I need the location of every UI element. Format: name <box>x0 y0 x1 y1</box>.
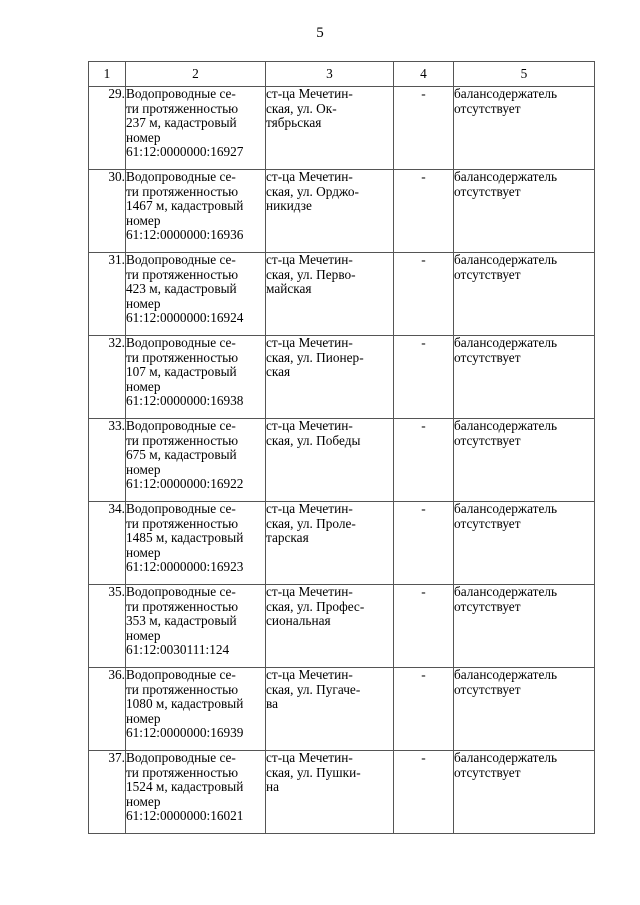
cell-text-line: ская, ул. Пионер- <box>266 349 364 365</box>
location-cell <box>266 170 394 253</box>
cell-text-line: Водопроводные се- <box>126 418 236 433</box>
object-name-cell <box>126 253 266 336</box>
column-4-cell: - <box>394 87 454 170</box>
cell-text-line: номер <box>126 129 161 145</box>
cell-text-line: ская, ул. Орджо- <box>266 183 359 199</box>
cell-text-line: 61:12:0000000:16936 <box>126 227 244 243</box>
column-4-cell: - <box>394 336 454 419</box>
cell-text-line: отсутствует <box>454 183 521 199</box>
object-name-cell <box>126 502 266 585</box>
cell-text-line: ст-ца Мечетин- <box>266 86 353 101</box>
cell-text-line: ст-ца Мечетин- <box>266 335 353 350</box>
balance-holder-cell <box>454 253 595 336</box>
cell-text-line: Водопроводные се- <box>126 667 236 682</box>
cell-text-line: 61:12:0000000:16021 <box>126 808 244 824</box>
balance-holder-cell <box>454 668 595 751</box>
column-header: 3 <box>266 62 394 87</box>
cell-text-line: ст-ца Мечетин- <box>266 750 353 765</box>
cell-text-line: 1080 м, кадастровый <box>126 696 244 712</box>
cell-text-line: Водопроводные се- <box>126 86 236 101</box>
cell-text-line: балансодержатель <box>454 501 558 516</box>
cell-text-line: ст-ца Мечетин- <box>266 584 353 599</box>
object-name-cell <box>126 87 266 170</box>
cell-text-line: отсутствует <box>454 266 521 282</box>
cell-text-line: номер <box>126 295 161 311</box>
balance-holder-cell <box>454 751 595 834</box>
cell-text-line: номер <box>126 793 161 809</box>
cell-text-line: ст-ца Мечетин- <box>266 169 353 184</box>
cell-text-line: номер <box>126 627 161 643</box>
cell-text-line: 61:12:0000000:16922 <box>126 476 244 492</box>
cell-text-line: 1467 м, кадастровый <box>126 198 244 214</box>
cell-text-line: 1524 м, кадастровый <box>126 779 244 795</box>
cell-text-line: ская, ул. Проле- <box>266 515 356 531</box>
cell-text-line: 353 м, кадастровый <box>126 613 237 629</box>
cell-text-line: номер <box>126 378 161 394</box>
cell-text-line: ти протяженностью <box>126 432 239 448</box>
cell-text-line: 423 м, кадастровый <box>126 281 237 297</box>
object-name-cell <box>126 751 266 834</box>
cell-text-line: ст-ца Мечетин- <box>266 667 353 682</box>
cell-text-line: ти протяженностью <box>126 100 239 116</box>
cell-text-line: 61:12:0000000:16939 <box>126 725 244 741</box>
cell-text-line: балансодержатель <box>454 86 558 101</box>
cell-text-line: майская <box>266 281 312 297</box>
column-header: 1 <box>89 62 126 87</box>
row-number: 32. <box>89 336 126 419</box>
table-row <box>89 419 595 502</box>
table-row <box>89 336 595 419</box>
cell-text-line: ст-ца Мечетин- <box>266 252 353 267</box>
cell-text-line: балансодержатель <box>454 418 558 433</box>
cell-text-line: отсутствует <box>454 598 521 614</box>
cell-text-line: ти протяженностью <box>126 598 239 614</box>
balance-holder-cell <box>454 170 595 253</box>
cell-text-line: ская, ул. Пугаче- <box>266 681 361 697</box>
cell-text-line: Водопроводные се- <box>126 584 236 599</box>
object-name-cell <box>126 419 266 502</box>
cell-text-line: ская <box>266 364 291 380</box>
cell-text-line: ст-ца Мечетин- <box>266 418 353 433</box>
cell-text-line: ти протяженностью <box>126 681 239 697</box>
cell-text-line: 1485 м, кадастровый <box>126 530 244 546</box>
cell-text-line: балансодержатель <box>454 335 558 350</box>
cell-text-line: на <box>266 779 280 795</box>
cell-text-line: ская, ул. Победы <box>266 432 361 448</box>
cell-text-line: ти протяженностью <box>126 349 239 365</box>
cell-text-line: Водопроводные се- <box>126 169 236 184</box>
row-number: 30. <box>89 170 126 253</box>
table-header-row <box>89 62 595 87</box>
page-number: 5 <box>316 25 324 41</box>
cell-text-line: ская, ул. Пушки- <box>266 764 361 780</box>
table-row <box>89 502 595 585</box>
cell-text-line: балансодержатель <box>454 169 558 184</box>
cell-text-line: 675 м, кадастровый <box>126 447 237 463</box>
cell-text-line: ская, ул. Перво- <box>266 266 356 282</box>
cell-text-line: номер <box>126 710 161 726</box>
cell-text-line: балансодержатель <box>454 252 558 267</box>
cell-text-line: тарская <box>266 530 309 546</box>
cell-text-line: Водопроводные се- <box>126 252 236 267</box>
cell-text-line: Водопроводные се- <box>126 750 236 765</box>
row-number: 29. <box>89 87 126 170</box>
column-4-cell: - <box>394 419 454 502</box>
balance-holder-cell <box>454 419 595 502</box>
cell-text-line: 237 м, кадастровый <box>126 115 237 131</box>
column-header: 4 <box>394 62 454 87</box>
column-4-cell: - <box>394 170 454 253</box>
cell-text-line: никидзе <box>266 198 312 214</box>
cell-text-line: 61:12:0000000:16927 <box>126 144 244 160</box>
cell-text-line: 61:12:0000000:16923 <box>126 559 244 575</box>
location-cell <box>266 751 394 834</box>
location-cell <box>266 585 394 668</box>
cell-text-line: балансодержатель <box>454 750 558 765</box>
balance-holder-cell <box>454 502 595 585</box>
column-4-cell: - <box>394 585 454 668</box>
column-4-cell: - <box>394 751 454 834</box>
object-name-cell <box>126 585 266 668</box>
cell-text-line: отсутствует <box>454 432 521 448</box>
cell-text-line: ти протяженностью <box>126 183 239 199</box>
location-cell <box>266 87 394 170</box>
cell-text-line: сиональная <box>266 613 331 629</box>
cell-text-line: ст-ца Мечетин- <box>266 501 353 516</box>
cell-text-line: Водопроводные се- <box>126 501 236 516</box>
column-4-cell: - <box>394 253 454 336</box>
cell-text-line: ва <box>266 696 279 712</box>
row-number: 37. <box>89 751 126 834</box>
cell-text-line: ти протяженностью <box>126 266 239 282</box>
column-4-cell: - <box>394 668 454 751</box>
cell-text-line: ти протяженностью <box>126 764 239 780</box>
cell-text-line: тябрьская <box>266 115 322 131</box>
row-number: 36. <box>89 668 126 751</box>
balance-holder-cell <box>454 336 595 419</box>
object-name-cell <box>126 170 266 253</box>
column-header: 5 <box>454 62 595 87</box>
cell-text-line: 61:12:0030111:124 <box>126 642 230 658</box>
cell-text-line: ская, ул. Профес- <box>266 598 365 614</box>
table-row <box>89 253 595 336</box>
cell-text-line: отсутствует <box>454 100 521 116</box>
location-cell <box>266 668 394 751</box>
cell-text-line: номер <box>126 544 161 560</box>
table-body <box>89 87 595 834</box>
cell-text-line: ти протяженностью <box>126 515 239 531</box>
property-registry-table <box>88 61 595 834</box>
balance-holder-cell <box>454 87 595 170</box>
location-cell <box>266 253 394 336</box>
table-row <box>89 585 595 668</box>
balance-holder-cell <box>454 585 595 668</box>
cell-text-line: отсутствует <box>454 515 521 531</box>
row-number: 34. <box>89 502 126 585</box>
cell-text-line: ская, ул. Ок- <box>266 100 337 116</box>
location-cell <box>266 502 394 585</box>
table-row <box>89 87 595 170</box>
cell-text-line: отсутствует <box>454 349 521 365</box>
column-4-cell: - <box>394 502 454 585</box>
cell-text-line: балансодержатель <box>454 584 558 599</box>
cell-text-line: 61:12:0000000:16924 <box>126 310 244 326</box>
location-cell <box>266 419 394 502</box>
location-cell <box>266 336 394 419</box>
cell-text-line: отсутствует <box>454 764 521 780</box>
table-row <box>89 668 595 751</box>
cell-text-line: номер <box>126 461 161 477</box>
object-name-cell <box>126 668 266 751</box>
cell-text-line: номер <box>126 212 161 228</box>
cell-text-line: Водопроводные се- <box>126 335 236 350</box>
table-row <box>89 751 595 834</box>
cell-text-line: балансодержатель <box>454 667 558 682</box>
column-header: 2 <box>126 62 266 87</box>
table-row <box>89 170 595 253</box>
cell-text-line: 107 м, кадастровый <box>126 364 237 380</box>
cell-text-line: 61:12:0000000:16938 <box>126 393 244 409</box>
cell-text-line: отсутствует <box>454 681 521 697</box>
row-number: 35. <box>89 585 126 668</box>
row-number: 31. <box>89 253 126 336</box>
row-number: 33. <box>89 419 126 502</box>
object-name-cell <box>126 336 266 419</box>
